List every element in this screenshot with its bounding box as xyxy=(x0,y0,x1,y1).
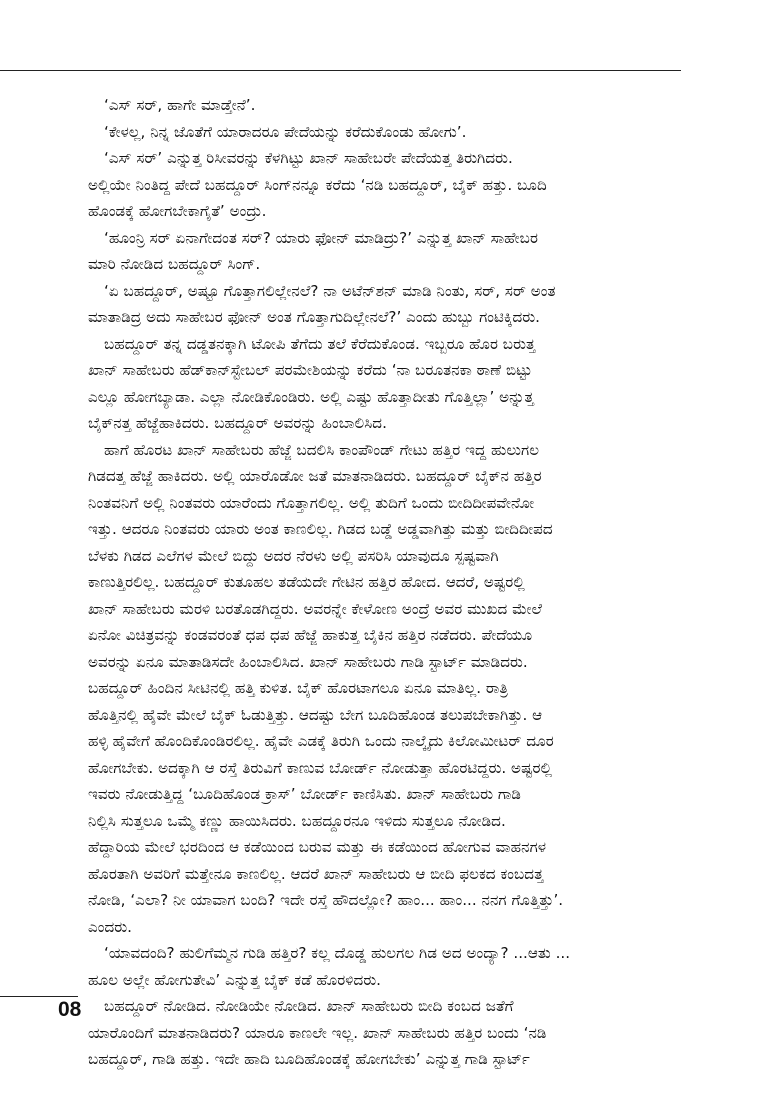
text-line: ‘ಯಾವದಂದಿ? ಹುಲಿಗೆಮ್ಮನ ಗುಡಿ ಹತ್ತಿರ? ಕಲ್ಲ ದೊಡ್ಡ ಹುಲಗಲ ಗಿಡ ಅದ ಅಂದ್ಯಾ? ...ಆತು ... xyxy=(104,944,571,962)
text-line: ಗಿಡದತ್ತ ಹೆಜ್ಜೆ ಹಾಕಿದರು. ಅಲ್ಲಿ ಯಾರೊಡೋ ಜತೆ ಮಾತನಾಡಿದರು. ಬಹದ್ದೂರ್ ಬೈಕ್‌ನ ಹತ್ತಿರ xyxy=(88,467,542,485)
text-line: ಹೆದ್ದಾರಿಯ ಮೇಲೆ ಭರದಿಂದ ಆ ಕಡೆಯಿಂದ ಬರುವ ಮತ್ತು ಈ ಕಡೆಯಿಂದ ಹೋಗುವ ವಾಹನಗಳ xyxy=(88,838,547,856)
page-number: 08 xyxy=(58,998,82,1021)
text-line: ಎಂದರು. xyxy=(88,917,132,936)
text-line: ಹೊತ್ತಿನಲ್ಲಿ ಹೈವೇ ಮೇಲೆ ಬೈಕ್ ಓಡುತ್ತಿತ್ತು. ಆದಷ್ಟು ಬೇಗ ಬೂದಿಹೊಂಡ ತಲುಪಬೇಕಾಗಿತ್ತು. ಆ xyxy=(88,705,543,724)
text-line: ಇತ್ತು. ಆದರೂ ನಿಂತವರು ಯಾರು ಅಂತ ಕಾಣಲಿಲ್ಲ. ಗಿಡದ ಬಡ್ಡೆ ಅಡ್ಡವಾಗಿತ್ತು ಮತ್ತು ಬೀದಿದೀಪದ xyxy=(88,520,553,538)
top-rule xyxy=(0,70,681,71)
text-line: ‘ಎಸ್ ಸರ್, ಹಾಗೇ ಮಾಡ್ತೇನೆ’. xyxy=(104,96,256,114)
text-line: ‘ಹೂಂನ್ರಿ ಸರ್ ಏನಾಗೇದಂತ ಸರ್? ಯಾರು ಫೋನ್ ಮಾಡಿದ್ರು?’ ಎನ್ನುತ್ತ ಖಾನ್ ಸಾಹೇಬರ xyxy=(104,228,538,247)
text-line: ಬಹದ್ದೂರ್, ಗಾಡಿ ಹತ್ತು. ಇದೇ ಹಾದಿ ಬೂದಿಹೊಂಡಕ್ಕೆ ಹೋಗಬೇಕು’ ಎನ್ನುತ್ತ ಗಾಡಿ ಸ್ಟಾರ್ಟ್ xyxy=(88,1050,530,1068)
text-line: ‘ಏ ಬಹದ್ದೂರ್, ಅಷ್ಟೂ ಗೊತ್ತಾಗಲಿಲ್ಲೇನಲೆ? ನಾ ಅಟೆನ್‌ಶನ್ ಮಾಡಿ ನಿಂತು, ಸರ್, ಸರ್ ಅಂತ xyxy=(104,281,556,300)
text-line: ಅಲ್ಲಿಯೇ ನಿಂತಿದ್ದ ಪೇದೆ ಬಹದ್ದೂರ್ ಸಿಂಗ್‌ನನ್ನೂ ಕರೆದು ‘ನಡಿ ಬಹದ್ದೂರ್, ಬೈಕ್ ಹತ್ತು. ಬೂದಿ xyxy=(88,175,547,194)
text-line: ಹಳ್ಳಿ ಹೈವೇಗೆ ಹೊಂದಿಕೊಂಡಿರಲಿಲ್ಲ. ಹೈವೇ ಎಡಕ್ಕೆ ತಿರುಗಿ ಒಂದು ನಾಲ್ಕೈದು ಕಿಲೋಮೀಟರ್ ದೂರ xyxy=(88,732,554,750)
text-line: ಖಾನ್ ಸಾಹೇಬರು ಹೆಡ್‌ಕಾನ್‌ಸ್ಟೇಬಲ್ ಪರಮೇಶಿಯನ್ನು ಕರೆದು ‘ನಾ ಬರೂತನಕಾ ಠಾಣೆ ಬಿಟ್ಟು xyxy=(88,361,533,379)
text-line: ಹೋಗಬೇಕು. ಅದಕ್ಕಾಗಿ ಆ ರಸ್ತೆ ತಿರುವಿಗೆ ಕಾಣುವ ಬೋರ್ಡ್ ನೋಡುತ್ತಾ ಹೊರಟಿದ್ದರು. ಅಷ್ಟರಲ್ಲಿ xyxy=(88,758,553,777)
text-line: ಬಹದ್ದೂರ್ ಹಿಂದಿನ ಸೀಟಿನಲ್ಲಿ ಹತ್ತಿ ಕುಳಿತ. ಬೈಕ್ ಹೊರಟಾಗಲೂ ಏನೂ ಮಾತಿಲ್ಲ. ರಾತ್ರಿ xyxy=(88,679,509,697)
text-line: ನಿಂತವನಿಗೆ ಅಲ್ಲಿ ನಿಂತವರು ಯಾರೆಂದು ಗೊತ್ತಾಗಲಿಲ್ಲ. ಅಲ್ಲಿ ತುದಿಗೆ ಒಂದು ಬೀದಿದೀಪವೇನೋ xyxy=(88,493,535,512)
text-line: ಕಾಣುತ್ತಿರಲಿಲ್ಲ. ಬಹದ್ದೂರ್ ಕುತೂಹಲ ತಡೆಯದೇ ಗೇಟಿನ ಹತ್ತಿರ ಹೋದ. ಆದರೆ, ಅಷ್ಟರಲ್ಲಿ xyxy=(88,573,525,591)
text-line: ಇವರು ನೋಡುತ್ತಿದ್ದ ‘ಬೂದಿಹೊಂಡ ಕ್ರಾಸ್’ ಬೋರ್ಡ್ ಕಾಣಿಸಿತು. ಖಾನ್ ಸಾಹೇಬರು ಗಾಡಿ xyxy=(88,785,522,803)
text-line: ಬೆಳಕು ಗಿಡದ ಎಲೆಗಳ ಮೇಲೆ ಬಿದ್ದು ಅದರ ನೆರಳು ಅಲ್ಲಿ ಪಸರಿಸಿ ಯಾವುದೂ ಸ್ಪಷ್ಟವಾಗಿ xyxy=(88,546,499,565)
text-line: ಹೊಂಡಕ್ಕೆ ಹೋಗಬೇಕಾಗೈತೆ’ ಅಂದ್ರು. xyxy=(88,202,267,220)
text-line: ನಿಲ್ಲಿಸಿ ಸುತ್ತಲೂ ಒಮ್ಮೆ ಕಣ್ಣು ಹಾಯಿಸಿದರು. ಬಹದ್ದೂರನೂ ಇಳಿದು ಸುತ್ತಲೂ ನೋಡಿದ. xyxy=(88,811,506,830)
text-line: ‘ಎಸ್ ಸರ್’ ಎನ್ನುತ್ತ ರಿಸೀವರನ್ನು ಕೆಳಗಿಟ್ಟು ಖಾನ್ ಸಾಹೇಬರೇ ಪೇದೆಯತ್ತ ತಿರುಗಿದರು. xyxy=(104,149,513,167)
text-line: ಮಾರಿ ನೋಡಿದ ಬಹದ್ದೂರ್ ಸಿಂಗ್. xyxy=(88,255,261,273)
text-line: ಬೈಕ್‌ನತ್ತ ಹೆಜ್ಜೆಹಾಕಿದರು. ಬಹದ್ದೂರ್ ಅವರನ್ನು ಹಿಂಬಾಲಿಸಿದ. xyxy=(88,414,387,432)
text-line: ಏನೋ ವಿಚಿತ್ರವನ್ನು ಕಂಡವರಂತೆ ಧಪ ಧಪ ಹೆಜ್ಜೆ ಹಾಕುತ್ತ ಬೈಕಿನ ಹತ್ತಿರ ನಡೆದರು. ಪೇದೆಯೂ xyxy=(88,626,533,644)
text-line: ಖಾನ್ ಸಾಹೇಬರು ಮರಳಿ ಬರತೊಡಗಿದ್ದರು. ಅವರನ್ನೇ ಕೇಳೋಣ ಅಂದ್ರೆ ಅವರ ಮುಖದ ಮೇಲೆ xyxy=(88,599,542,618)
text-line: ನೋಡಿ, ‘ಎಲಾ? ನೀ ಯಾವಾಗ ಬಂದಿ? ಇದೇ ರಸ್ತೆ ಹೌದಲ್ಲೋ? ಹಾಂ... ಹಾಂ... ನನಗ ಗೊತ್ತಿತ್ತು’. xyxy=(88,891,564,909)
text-line: ಹೂಲ ಅಲ್ಲೇ ಹೋಗುತೇವಿ’ ಎನ್ನುತ್ತ ಬೈಕ್ ಕಡೆ ಹೊರಳಿದರು. xyxy=(88,970,382,989)
body-text xyxy=(88,92,683,1073)
text-line: ಬಹದ್ದೂರ್ ನೋಡಿದ. ನೋಡಿಯೇ ನೋಡಿದ. ಖಾನ್ ಸಾಹೇಬರು ಬೀದಿ ಕಂಬದ ಜತೆಗೆ xyxy=(104,997,514,1015)
text-line: ಹಾಗೆ ಹೊರಟ ಖಾನ್ ಸಾಹೇಬರು ಹೆಜ್ಜೆ ಬದಲಿಸಿ ಕಾಂಪೌಂಡ್ ಗೇಟು ಹತ್ತಿರ ಇದ್ದ ಹುಲುಗಲ xyxy=(104,440,540,459)
text-line: ಅವರನ್ನು ಏನೂ ಮಾತಾಡಿಸದೇ ಹಿಂಬಾಲಿಸಿದ. ಖಾನ್ ಸಾಹೇಬರು ಗಾಡಿ ಸ್ಟಾರ್ಟ್ ಮಾಡಿದರು. xyxy=(88,652,528,671)
text-line: ಮಾತಾಡಿದ್ರ ಅದು ಸಾಹೇಬರ ಫೋನ್ ಅಂತ ಗೊತ್ತಾಗುದಿಲ್ಲೇನಲೆ?’ ಎಂದು ಹುಬ್ಬು ಗಂಟಿಕ್ಕಿದರು. xyxy=(88,308,540,326)
text-line: ಯಾರೊಂದಿಗೆ ಮಾತನಾಡಿದರು? ಯಾರೂ ಕಾಣಲೇ ಇಲ್ಲ. ಖಾನ್ ಸಾಹೇಬರು ಹತ್ತಿರ ಬಂದು ‘ನಡಿ xyxy=(88,1023,547,1042)
text-line: ಬಹದ್ದೂರ್ ತನ್ನ ದಡ್ಡತನಕ್ಕಾಗಿ ಟೋಪಿ ತೆಗೆದು ತಲೆ ಕೆರೆದುಕೊಂಡ. ಇಬ್ಬರೂ ಹೊರ ಬರುತ್ತ xyxy=(104,334,536,353)
text-line: ಹೊರತಾಗಿ ಅವರಿಗೆ ಮತ್ತೇನೂ ಕಾಣಲಿಲ್ಲ. ಆದರೆ ಖಾನ್ ಸಾಹೇಬರು ಆ ಬೀದಿ ಫಲಕದ ಕಂಬದತ್ತ xyxy=(88,864,544,883)
text-line: ಎಲ್ಲೂ ಹೋಗಬ್ಯಾಡಾ. ಎಲ್ಲಾ ನೋಡಿಕೊಂಡಿರು. ಅಲ್ಲಿ ಎಷ್ಟು ಹೊತ್ತಾದೀತು ಗೊತ್ತಿಲ್ಲಾ’ ಅನ್ನುತ್ತ xyxy=(88,387,534,406)
text-line: ‘ಕೇಳಲ್ಲ, ನಿನ್ನ ಜೊತೆಗೆ ಯಾರಾದರೂ ಪೇದೆಯನ್ನು ಕರೆದುಕೊಂಡು ಹೋಗು’. xyxy=(104,122,467,141)
